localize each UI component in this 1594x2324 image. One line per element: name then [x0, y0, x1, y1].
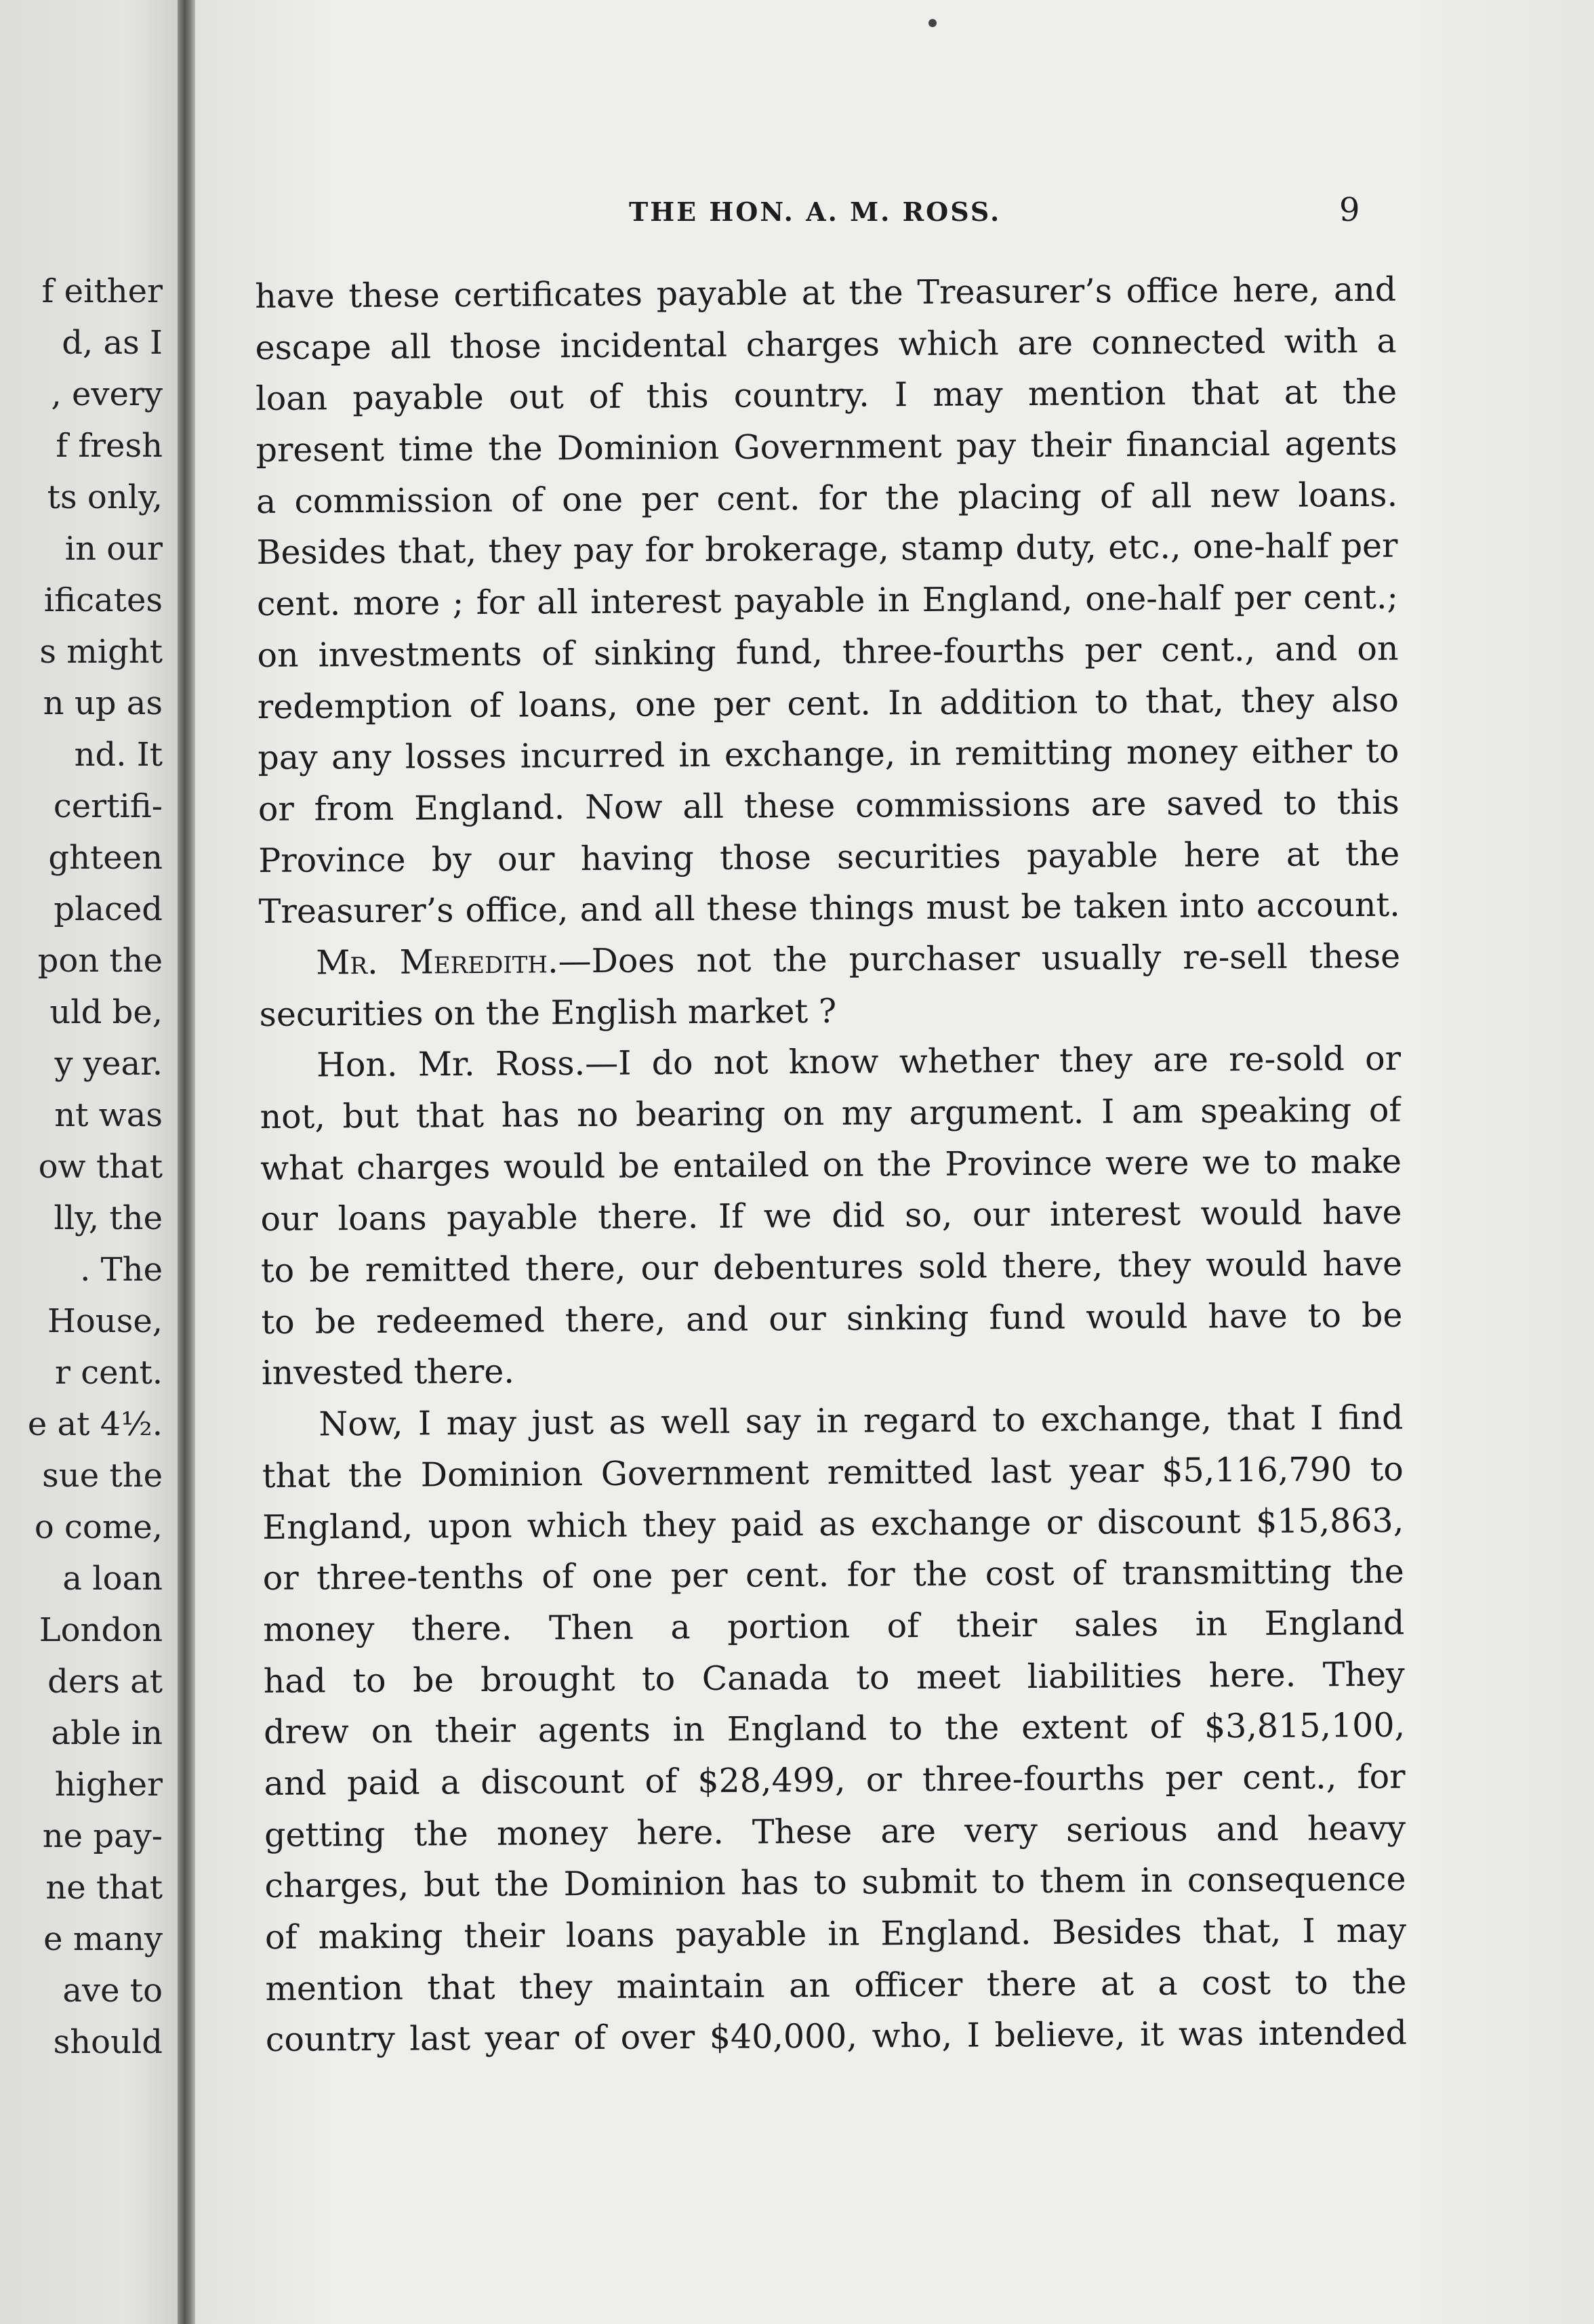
left-page-fragment [0, 0, 182, 2324]
text-line: cent. more ; for all interest payable in England, one-half per cent.; [256, 577, 1399, 624]
left-line: y year. [54, 1045, 163, 1083]
left-line: n up as [43, 684, 163, 722]
left-line: lly, the [54, 1199, 163, 1237]
text-line: or three-tenths of one per cent. for the cost of transmitting the [262, 1552, 1404, 1598]
left-line: o come, [34, 1508, 163, 1546]
left-line: placed [54, 890, 163, 928]
text-line: pay any losses incurred in exchange, in remitting money either to [258, 731, 1399, 778]
left-line: f either [41, 272, 163, 310]
left-line: uld be, [49, 993, 163, 1031]
text-line: escape all those incidental charges which are connected with a [255, 321, 1397, 367]
left-line: , every [51, 375, 163, 413]
left-line: nt was [54, 1096, 163, 1134]
text-line: Besides that, they pay for brokerage, stamp duty, etc., one-half per [256, 526, 1398, 573]
book-gutter [178, 0, 195, 2324]
text-line: England, upon which they paid as exchange or discount $15,863, [262, 1501, 1404, 1547]
left-line: ghteen [48, 839, 163, 877]
text-line: charges, but the Dominion has to submit to them in consequence [264, 1859, 1406, 1906]
left-line: f fresh [56, 427, 163, 465]
left-line: d, as I [62, 324, 163, 362]
text-line: on investments of sinking fund, three-fourths per cent., and on [257, 629, 1399, 675]
text-line: country last year of over $40,000, who, I believe, it was intended [265, 2014, 1408, 2060]
text-line: drew on their agents in England to the extent of $3,815,100, [264, 1705, 1406, 1752]
text-line: Province by our having those securities payable here at the [258, 834, 1400, 880]
text-line: to be remitted there, our debentures sold there, they would have [260, 1244, 1403, 1291]
text-line: securities on the English market ? [259, 991, 837, 1034]
text-line: invested there. [261, 1352, 515, 1393]
left-line: ne that [45, 1869, 163, 1907]
text-line: have these certificates payable at the Treasurer’s office here, and [255, 270, 1397, 316]
running-head: THE HON. A. M. ROSS. [629, 196, 1002, 227]
text-span: —Does not the purchaser usually re-sell these [558, 936, 1401, 981]
left-line: . The [80, 1251, 163, 1289]
left-line: in our [64, 530, 163, 568]
left-line: higher [54, 1766, 163, 1804]
left-line: s might [39, 633, 163, 671]
text-line: of making their loans payable in England. Besides that, I may [264, 1911, 1407, 1957]
text-line: not, but that has no bearing on my argument. I am speaking of [260, 1090, 1402, 1136]
text-line: had to be brought to Canada to meet liabilities here. They [263, 1655, 1405, 1701]
text-line: getting the money here. These are very serious and heavy [264, 1808, 1406, 1854]
text-line: our loans payable there. If we did so, our interest would have [260, 1193, 1402, 1239]
text-line: mention that they maintain an officer there at a cost to the [265, 1962, 1407, 2008]
left-line: a loan [62, 1560, 163, 1598]
text-line: Now, I may just as well say in regard to exchange, that I find [319, 1398, 1404, 1444]
left-line: ts only, [47, 478, 163, 516]
left-line: ificates [43, 581, 163, 619]
text-line: Treasurer’s office, and all these things must be taken into account. [258, 885, 1400, 932]
text-line: money there. Then a portion of their sales in England [263, 1603, 1405, 1649]
left-line: nd. It [74, 736, 163, 774]
text-line: redemption of loans, one per cent. In addition to that, they also [257, 680, 1399, 726]
left-line: ow that [38, 1148, 163, 1186]
left-line: ave to [62, 1972, 163, 2010]
text-span: —I do not know whether they are re-sold or [584, 1039, 1402, 1083]
left-line: e many [43, 1920, 163, 1958]
left-line: House, [47, 1302, 163, 1340]
text-line: what charges would be entailed on the Province were we to make [260, 1142, 1402, 1188]
left-line: London [39, 1611, 163, 1649]
text-line: that the Dominion Government remitted last year $5,116,790 to [262, 1449, 1404, 1495]
main-page [195, 0, 1594, 2324]
ink-speck [928, 19, 937, 27]
text-line: or from England. Now all these commissions are saved to this [258, 783, 1399, 829]
body-text [255, 264, 1407, 2066]
text-line: a commission of one per cent. for the placing of all new loans. [256, 475, 1398, 521]
left-line: e at 4½. [27, 1405, 163, 1443]
left-line: able in [51, 1714, 163, 1752]
ross-answer-line [260, 1033, 1401, 1092]
left-line: pon the [37, 942, 163, 980]
meredith-question-line [259, 931, 1400, 989]
left-page-text [0, 266, 163, 2068]
left-line: r cent. [55, 1354, 163, 1392]
text-line: to be redeemed there, and our sinking fund would have to be [261, 1295, 1403, 1342]
left-line: sue the [42, 1457, 163, 1495]
text-line: loan payable out of this country. I may mention that at the [255, 373, 1397, 419]
left-line: ne pay- [42, 1817, 163, 1855]
text-line: and paid a discount of $28,499, or three-fourths per cent., for [264, 1757, 1406, 1803]
speaker-meredith: Mr. Meredith. [316, 942, 558, 982]
left-line: should [53, 2023, 163, 2061]
left-line: certifi- [53, 787, 163, 825]
page-number: 9 [1339, 191, 1360, 229]
text-line: present time the Dominion Government pay their financial agents [256, 423, 1397, 470]
left-line: ders at [47, 1663, 163, 1701]
speaker-ross: Hon. Mr. Ross. [316, 1044, 586, 1085]
